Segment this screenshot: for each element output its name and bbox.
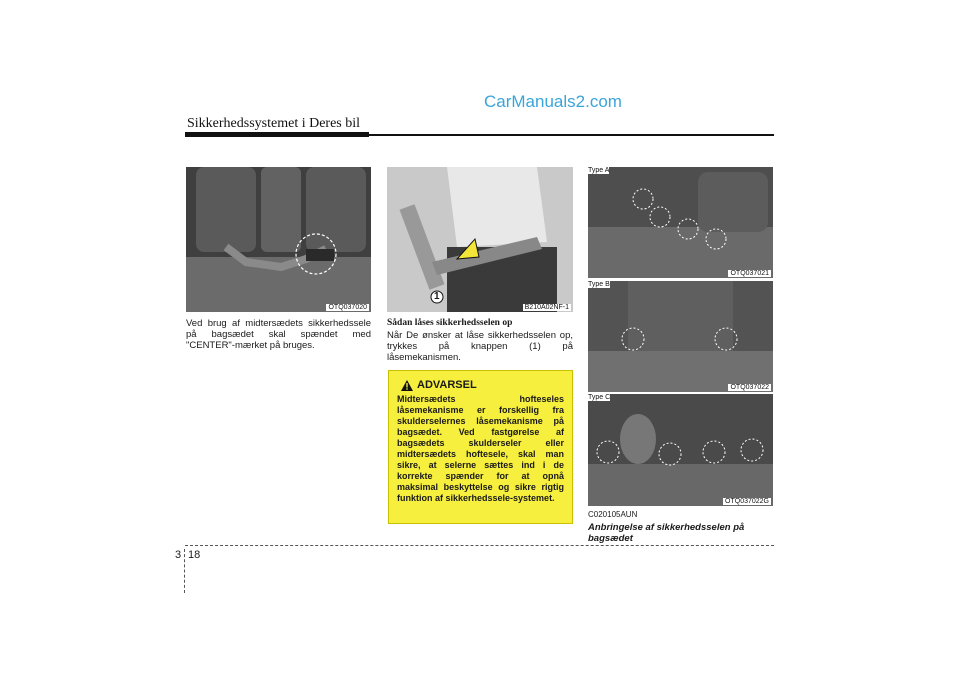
watermark: CarManuals2.com	[484, 92, 622, 111]
type-label: Type C	[588, 394, 611, 401]
type-label: Type A	[588, 167, 610, 174]
footer-divider	[184, 549, 185, 593]
image-code: B210A02NF-1	[524, 304, 569, 311]
unlock-subheading: Sådan låses sikkerhedsselen op	[387, 318, 513, 328]
col2-paragraph: Når De ønsker at låse sikkerhedsselen op, trykkes på knappen (1) på låsemekanismen.	[387, 330, 573, 363]
col1-paragraph: Ved brug af midtersædets sikkerhedssele på bagsædet skal spændet med "CENTER"-mærket på bruges.	[186, 318, 371, 351]
unlock-buckle-photo	[387, 167, 573, 312]
seat-type-b-photo	[588, 281, 773, 392]
chapter-number: 3	[175, 549, 182, 561]
section-code: C020105AUN	[588, 510, 638, 519]
image-code: OTQ037020	[328, 304, 367, 311]
image-code: OTQ037021	[730, 270, 769, 277]
header-rule	[185, 134, 774, 136]
warning-box	[388, 370, 573, 524]
figure-caption: Anbringelse af sikkerhedsselen på bagsædet	[588, 522, 745, 544]
buckle-illustration	[387, 167, 573, 312]
warning-title	[401, 379, 564, 391]
type-label: Type B	[588, 281, 610, 288]
warning-triangle-icon	[401, 380, 413, 391]
footer-rule	[185, 545, 774, 546]
seat-type-c-illustration	[588, 394, 773, 506]
page-number: 18	[188, 549, 201, 561]
seat-type-b-illustration	[588, 281, 773, 392]
seat-type-a-photo	[588, 167, 773, 278]
warning-text: Midtersædets hofteseles låsemekanisme er forskellig fra skulderselernes låsemekanisme på bagsædet. Ved fastgørelse af bagsædets skulderseler eller midtersædets hoftesele, skal man sikre, at selerne sættes ind i de korrekte spænder for at opnå maksimal beskyttelse og sikre rigtig funktion af sikkerhedssele-systemet.	[397, 394, 564, 503]
warning-title-text: ADVARSEL	[417, 379, 477, 391]
page-header-title: Sikkerhedssystemet i Deres bil	[187, 116, 361, 131]
callout-number: 1	[434, 291, 440, 302]
rear-seat-center-belt-photo	[186, 167, 371, 312]
image-code: OTQ037022	[730, 384, 769, 391]
seat-illustration	[186, 167, 371, 312]
seat-type-c-photo	[588, 394, 773, 506]
seat-type-a-illustration	[588, 167, 773, 278]
image-code: OTQ037022G	[725, 498, 769, 505]
